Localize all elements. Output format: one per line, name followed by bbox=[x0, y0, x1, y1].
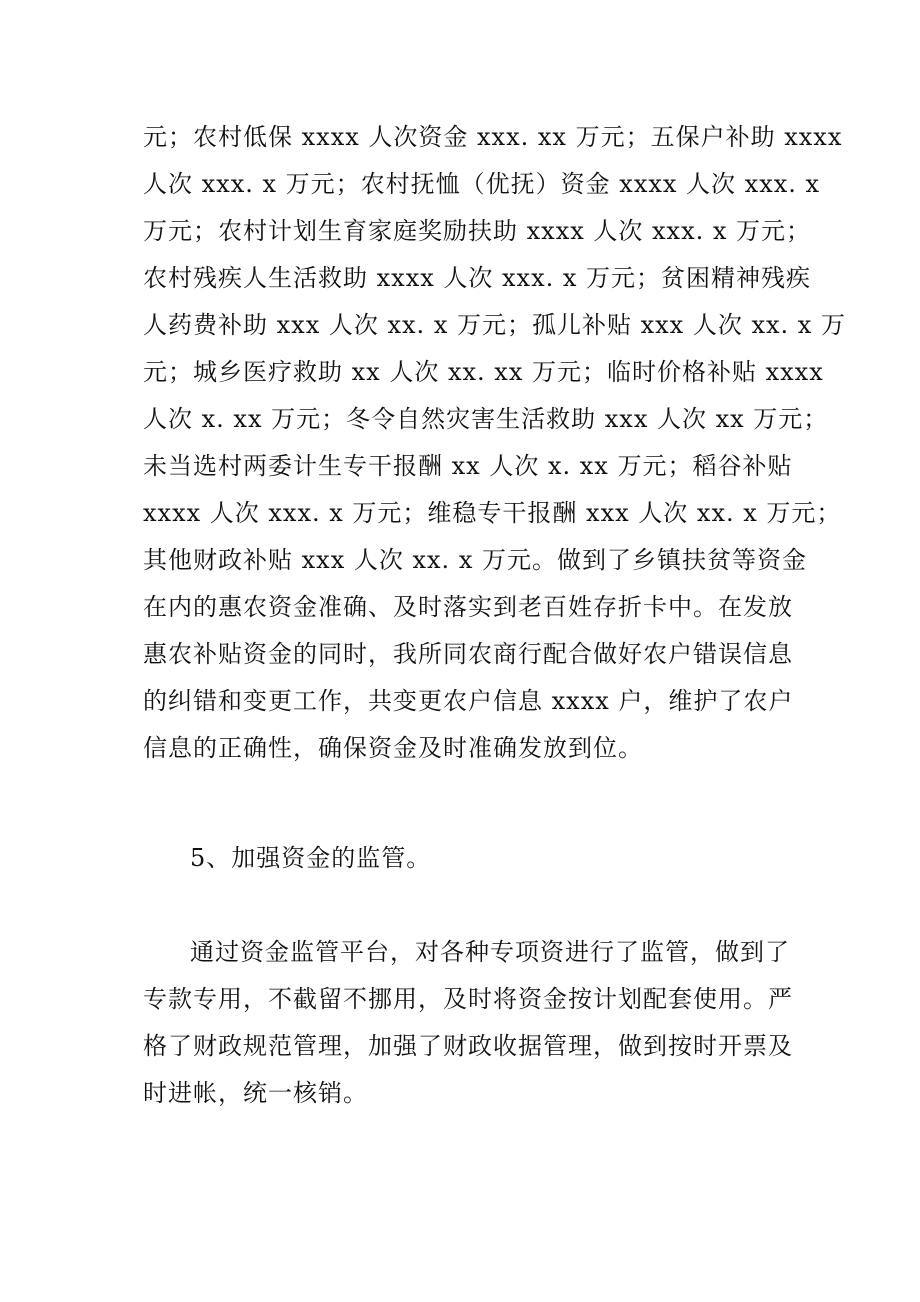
paragraph-1-line: 其他财政补贴 xxx 人次 xx. x 万元。做到了乡镇扶贫等资金 bbox=[143, 546, 807, 574]
paragraph-1-line: 惠农补贴资金的同时，我所同农商行配合做好农户错误信息 bbox=[143, 640, 793, 668]
section-heading: 5、加强资金的监管。 bbox=[190, 844, 432, 872]
paragraph-2-line: 通过资金监管平台，对各种专项资进行了监管，做到了 bbox=[190, 938, 790, 966]
paragraph-1-line: 万元；农村计划生育家庭奖励扶助 xxxx 人次 xxx. x 万元； bbox=[143, 217, 812, 245]
paragraph-1-line: 信息的正确性，确保资金及时准确发放到位。 bbox=[143, 734, 643, 762]
paragraph-1-line: 人次 xxx. x 万元；农村抚恤（优抚）资金 xxxx 人次 xxx. x bbox=[143, 170, 821, 198]
paragraph-1-line: 元；城乡医疗救助 xx 人次 xx. xx 万元；临时价格补贴 xxxx bbox=[143, 358, 824, 386]
paragraph-1-line: xxxx 人次 xxx. x 万元；维稳专干报酬 xxx 人次 xx. x 万元； bbox=[143, 499, 842, 527]
paragraph-1-line: 未当选村两委计生专干报酬 xx 人次 x. xx 万元；稻谷补贴 bbox=[143, 452, 793, 480]
paragraph-2-line: 格了财政规范管理，加强了财政收据管理，做到按时开票及 bbox=[143, 1032, 793, 1060]
paragraph-1-line: 农村残疾人生活救助 xxxx 人次 xxx. x 万元；贫困精神残疾 bbox=[143, 264, 812, 292]
paragraph-1-line: 元；农村低保 xxxx 人次资金 xxx. xx 万元；五保户补助 xxxx bbox=[143, 123, 843, 151]
paragraph-1-line: 在内的惠农资金准确、及时落实到老百姓存折卡中。在发放 bbox=[143, 593, 793, 621]
paragraph-1-line: 的纠错和变更工作，共变更农户信息 xxxx 户，维护了农户 bbox=[143, 687, 794, 715]
paragraph-1-line: 人药费补助 xxx 人次 xx. x 万元；孤儿补贴 xxx 人次 xx. x 万 bbox=[143, 311, 846, 339]
paragraph-2-line: 时进帐，统一核销。 bbox=[143, 1079, 368, 1107]
paragraph-1-line: 人次 x. xx 万元；冬令自然灾害生活救助 xxx 人次 xx 万元； bbox=[143, 405, 829, 433]
paragraph-2-line: 专款专用，不截留不挪用，及时将资金按计划配套使用。严 bbox=[143, 985, 793, 1013]
